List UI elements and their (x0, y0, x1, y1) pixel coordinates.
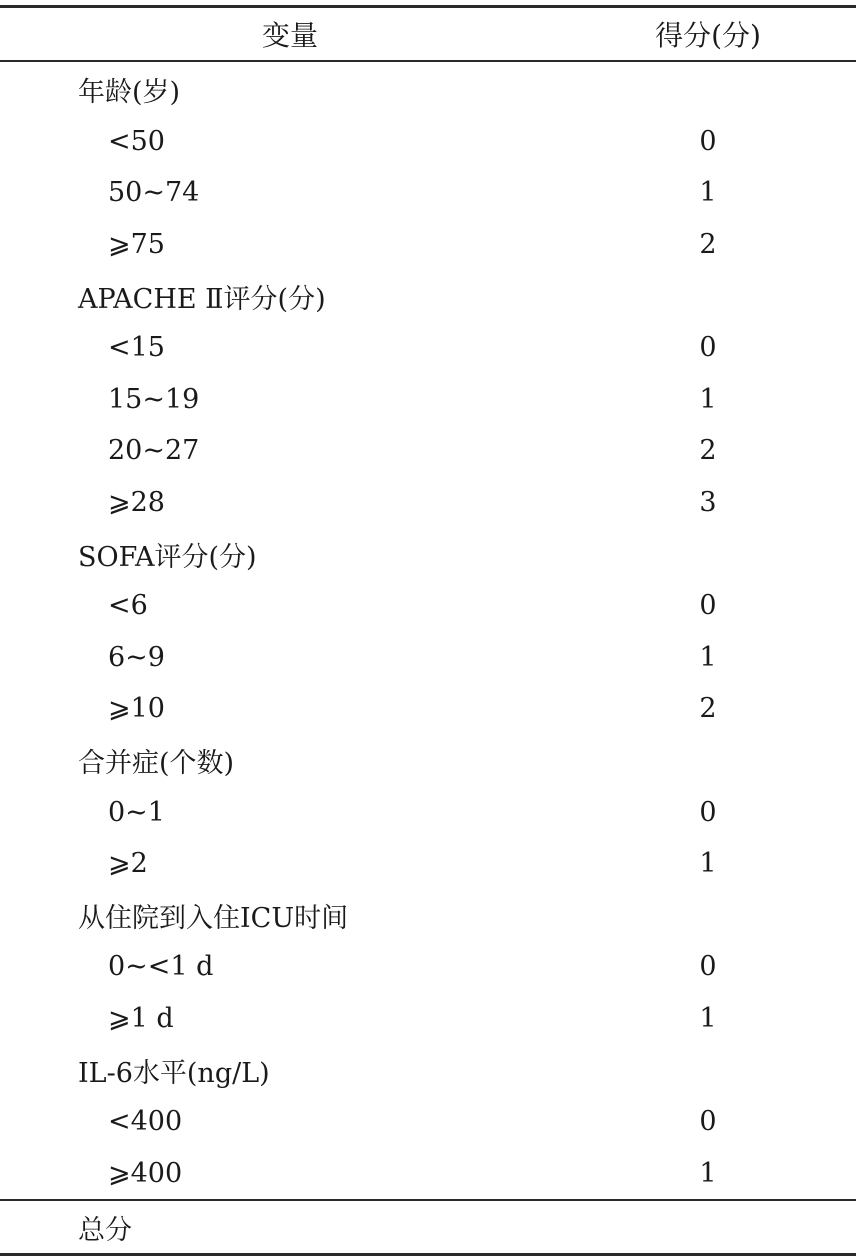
table-row (0, 1147, 856, 1199)
table-row (0, 1096, 856, 1148)
table-row (0, 683, 856, 735)
score-cell: 1 (699, 641, 717, 673)
group-row (0, 64, 856, 116)
score-cell: 1 (699, 1157, 717, 1189)
score-cell: 1 (699, 1002, 717, 1034)
range-cell: <6 (108, 590, 148, 622)
range-cell: 20~27 (108, 435, 200, 467)
group-label: IL-6水平(ng/L) (78, 1057, 270, 1089)
table-row (0, 374, 856, 426)
table-header (0, 8, 856, 60)
table-row (0, 580, 856, 632)
range-cell: 15~19 (108, 383, 200, 415)
score-cell: 3 (699, 487, 717, 519)
range-cell: ⩾75 (108, 229, 165, 261)
table-row (0, 941, 856, 993)
group-label: 年龄(岁) (78, 77, 181, 109)
range-cell: 0~1 (108, 796, 165, 828)
table-row (0, 993, 856, 1045)
table-body (0, 62, 856, 1199)
score-cell: 1 (699, 848, 717, 880)
group-label: 合并症(个数) (78, 748, 235, 780)
header-score: 得分(分) (655, 19, 761, 52)
range-cell: <15 (108, 332, 165, 364)
table-row (0, 838, 856, 890)
range-cell: 0~<1 d (108, 951, 214, 983)
table-row (0, 632, 856, 684)
table-row (0, 116, 856, 168)
table-row (0, 786, 856, 838)
table-row (0, 219, 856, 271)
score-cell: 2 (699, 229, 717, 261)
group-row (0, 1044, 856, 1096)
group-row (0, 890, 856, 942)
table-row (0, 167, 856, 219)
score-table (0, 5, 856, 1256)
header-variable: 变量 (261, 19, 318, 52)
score-cell: 1 (699, 383, 717, 415)
group-row (0, 528, 856, 580)
total-label: 总分 (78, 1214, 132, 1246)
range-cell: <50 (108, 125, 165, 157)
table-row (0, 322, 856, 374)
range-cell: ⩾1 d (108, 1002, 174, 1034)
range-cell: ⩾2 (108, 848, 148, 880)
score-cell: 0 (699, 332, 717, 364)
group-row (0, 735, 856, 787)
range-cell: ⩾28 (108, 487, 165, 519)
range-cell: ⩾400 (108, 1157, 183, 1189)
group-label: APACHE Ⅱ评分(分) (78, 283, 326, 315)
score-cell: 0 (699, 125, 717, 157)
group-row (0, 270, 856, 322)
score-cell: 0 (699, 796, 717, 828)
score-cell: 0 (699, 951, 717, 983)
table-row (0, 425, 856, 477)
total-row (0, 1201, 856, 1253)
score-cell: 0 (699, 590, 717, 622)
table-row (0, 477, 856, 529)
score-cell: 2 (699, 435, 717, 467)
score-cell: 2 (699, 693, 717, 725)
group-label: 从住院到入住ICU时间 (78, 902, 349, 934)
score-cell: 0 (699, 1106, 717, 1138)
range-cell: 6~9 (108, 641, 165, 673)
range-cell: 50~74 (108, 177, 200, 209)
group-label: SOFA评分(分) (78, 541, 257, 573)
score-cell: 1 (699, 177, 717, 209)
range-cell: <400 (108, 1106, 183, 1138)
range-cell: ⩾10 (108, 693, 165, 725)
